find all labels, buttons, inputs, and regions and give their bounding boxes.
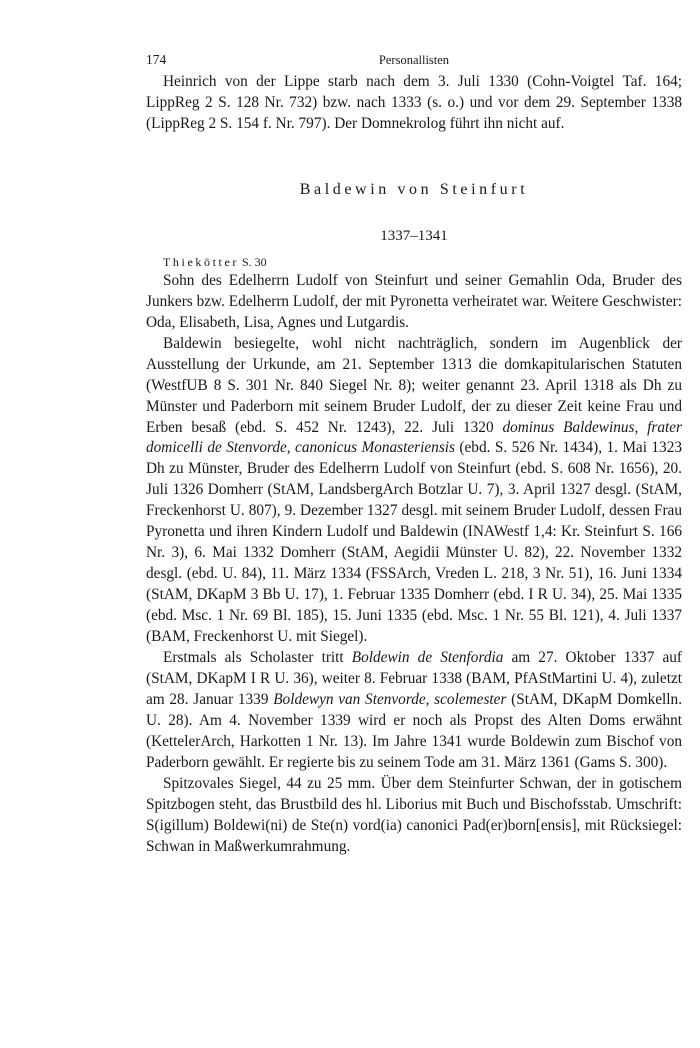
entry-name: Baldewin von Steinfurt bbox=[299, 180, 529, 198]
entry-dates: 1337–1341 bbox=[380, 227, 448, 244]
career-text-part-1: Baldewin besiegelte, wohl nicht nachträglich, sondern im Augenblick der Ausstellung der Urkunde, am 21. September 1313 die domkapitularischen Statuten (WestfUB 8 S. 301 Nr. 840 Siegel Nr. 8); weiter genannt 23. April 1318 als Dh zu Münster und Paderborn mit seinem Bruder Ludolf, der zu dieser Zeit keine Frau und Erben besaß (ebd. S. 452 Nr. 1243), 22. Juli 1320 bbox=[146, 334, 682, 436]
scholaster-quote-2: Boldewyn van Stenvorde, scolemester bbox=[273, 690, 507, 708]
career-latin-quote: dominus Baldewinus, frater domicelli de Stenvorde, canonicus Monasteriensis bbox=[146, 418, 683, 457]
scholaster-text-part-2: am 27. Oktober 1337 auf (StAM, DKapM I R U. 36), weiter 8. Februar 1338 (BAM, PfAStMartini U. 4), zuletzt am 28. Januar 1339 bbox=[146, 649, 682, 708]
scholaster-text-part-1: Erstmals als Scholaster tritt bbox=[163, 649, 352, 667]
scholaster-paragraph bbox=[146, 648, 682, 774]
running-head bbox=[146, 52, 682, 72]
source-reference bbox=[146, 254, 682, 271]
running-title: Personallisten bbox=[378, 53, 450, 67]
scholaster-text-part-3: (StAM, DKapM Domkelln. U. 28). Am 4. November 1339 wird er noch als Propst des Alten Doms erwähnt (KettelerArch, Harkotten 1 Nr. 13). Im Jahre 1341 wurde Boldewin zum Bischof von Paderborn gewählt. Er regierte bis zu seinem Tode am 31. März 1361 (Gams S. 300). bbox=[146, 690, 683, 771]
source-page: S. 30 bbox=[241, 254, 267, 269]
page-number: 174 bbox=[146, 52, 167, 67]
source-author: Thiekötter bbox=[163, 254, 239, 269]
career-text-part-2: (ebd. S. 526 Nr. 1434), 1. Mai 1323 Dh zu Münster, Bruder des Edelherrn Ludolf von Steinfurt (ebd. S. 608 Nr. 1656), 20. Juli 1326 Domherr (StAM, LandsbergArch Botzlar U. 7), 3. April 1327 desgl. (StAM, Freckenhorst U. 807), 9. Dezember 1327 desgl. mit seinem Bruder Ludolf, dessen Frau Pyronetta und ihren Kindern Ludolf und Baldewin (INAWestf 1,4: Kr. Steinfurt S. 166 Nr. 3), 6. Mai 1332 Domherr (StAM, Aegidii Münster U. 82), 22. November 1332 desgl. (ebd. U. 84), 11. März 1334 (FSSArch, Vreden L. 218, 3 Nr. 51), 16. Juni 1334 (StAM, DKapM 3 Bb U. 17), 1. Februar 1335 Domherr (ebd. I R U. 34), 25. Mai 1335 (ebd. Msc. 1 Nr. 69 Bl. 185), 15. Juni 1335 (ebd. Msc. 1 Nr. 55 Bl. 121), 4. Juli 1337 (BAM, Freckenhorst U. mit Siegel). bbox=[146, 439, 682, 646]
scholaster-quote-1: Boldewin de Stenfordia bbox=[351, 649, 504, 667]
family-paragraph: Sohn des Edelherrn Ludolf von Steinfurt und seiner Gemahlin Oda, Bruder des Junkers bzw. Edelherrn Ludolf, der mit Pyronetta verheiratet war. Weitere Geschwister: Oda, Elisabeth, Lisa, Agnes und Lutgardis. bbox=[146, 271, 682, 331]
intro-paragraph: Heinrich von der Lippe starb nach dem 3. Juli 1330 (Cohn-Voigtel Taf. 164; LippReg 2 S. 128 Nr. 732) bzw. nach 1333 (s. o.) und vor dem 29. September 1338 (LippReg 2 S. 154 f. Nr. 797). Der Domnekrolog führt ihn nicht auf. bbox=[146, 73, 682, 132]
career-paragraph bbox=[146, 334, 682, 648]
seal-paragraph: Spitzovales Siegel, 44 zu 25 mm. Über dem Steinfurter Schwan, der in gotischem Spitzbogen steht, das Brustbild des hl. Liborius mit Buch und Bischofsstab. Umschrift: S(igillum) Boldewi(ni) de Ste(n) vord(ia) canonici Pad(er)born[ensis], mit Rücksiegel: Schwan in Maßwerkumrahmung. bbox=[146, 774, 682, 855]
book-page bbox=[146, 52, 682, 858]
